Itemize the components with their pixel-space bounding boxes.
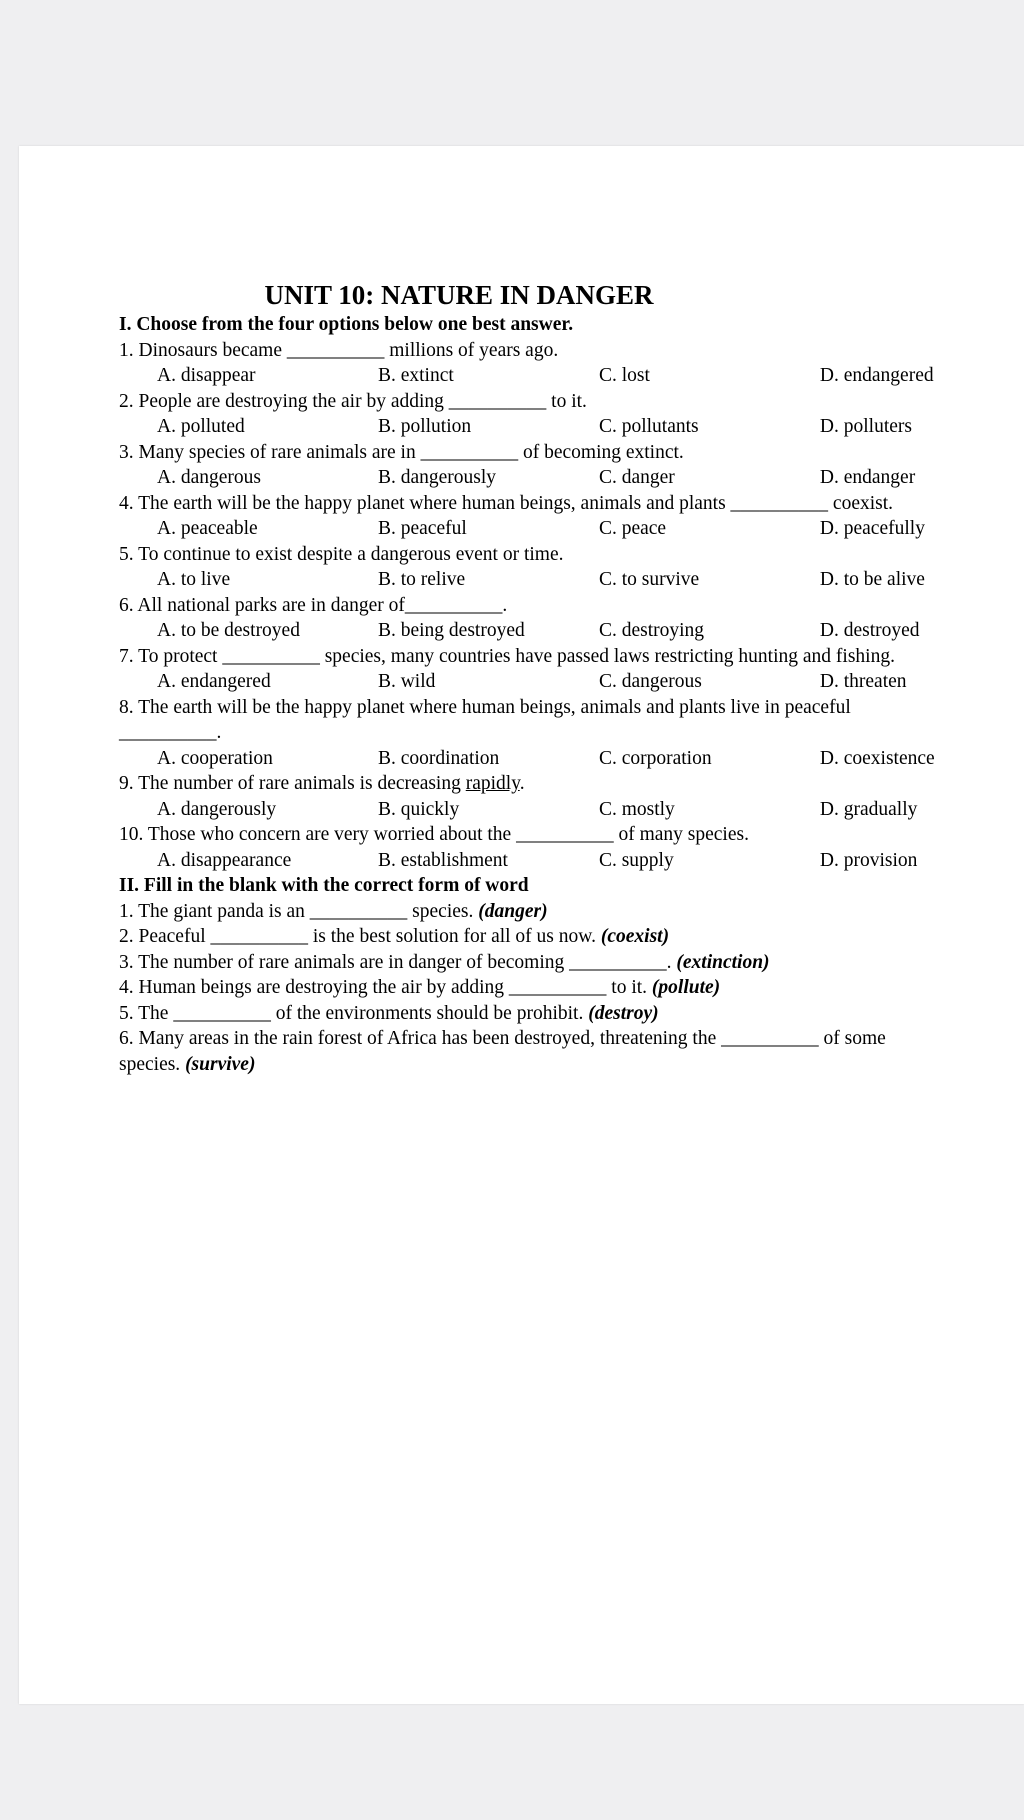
word-hint: (pollute) <box>651 977 721 998</box>
fill-item-3 <box>119 950 1019 976</box>
fill-item-text: 2. Peaceful __________ is the best solution for all of us now. <box>119 926 601 947</box>
answer-options <box>119 618 1019 644</box>
option-c: C. corporation <box>598 747 712 769</box>
question-3 <box>119 440 1019 466</box>
option-d: D. peacefully <box>819 518 925 539</box>
option-c: C. danger <box>598 467 675 488</box>
option-c: C. destroying <box>598 620 705 641</box>
word-hint: (destroy) <box>588 1002 659 1024</box>
question-text: 5. To continue to exist despite a dangerous event or time. <box>119 543 564 565</box>
option-a: A. cooperation <box>157 747 273 769</box>
option-a: A. peaceable <box>157 518 258 539</box>
answer-options <box>119 516 1019 542</box>
option-a: A. disappearance <box>157 849 292 871</box>
question-7 <box>119 644 1019 670</box>
option-d: D. threaten <box>819 671 907 692</box>
question-1 <box>119 338 1019 364</box>
option-d: D. gradually <box>819 798 918 820</box>
question-text: 4. The earth will be the happy planet where human beings, animals and plants __________ coexist. <box>119 492 894 514</box>
multiple-choice-list <box>119 338 1019 874</box>
option-d: D. to be alive <box>819 569 925 590</box>
option-a: A. dangerously <box>157 798 277 820</box>
option-c: C. lost <box>598 365 650 386</box>
option-c: C. mostly <box>598 798 675 820</box>
fill-item-6 <box>119 1026 1019 1052</box>
document-page <box>19 146 1024 1704</box>
question-10 <box>119 822 1019 848</box>
option-a: A. endangered <box>157 671 271 692</box>
option-d: D. provision <box>819 849 918 871</box>
answer-options <box>119 669 1019 695</box>
fill-item-continued <box>119 1052 1019 1078</box>
fill-in-list <box>119 899 1019 1078</box>
word-hint: (danger) <box>478 900 548 922</box>
question-text: 6. All national parks are in danger of__________. <box>119 594 508 616</box>
answer-options <box>119 363 1019 389</box>
option-a: A. dangerous <box>157 467 261 488</box>
option-b: B. to relive <box>377 569 466 590</box>
question-6 <box>119 593 1019 619</box>
option-b: B. peaceful <box>377 518 467 539</box>
page-title: UNIT 10: NATURE IN DANGER <box>264 280 654 310</box>
option-c: C. to survive <box>598 569 700 590</box>
option-c: C. dangerous <box>598 671 702 692</box>
question-text: 10. Those who concern are very worried about the __________ of many species. <box>119 824 749 845</box>
word-hint: (coexist) <box>600 926 670 947</box>
option-c: C. pollutants <box>598 416 699 437</box>
word-hint: (extinction) <box>676 951 770 973</box>
option-a: A. disappear <box>157 365 256 386</box>
fill-item-5 <box>119 1001 1019 1027</box>
question-text: 3. Many species of rare animals are in __________ of becoming extinct. <box>119 441 684 463</box>
fill-item-1 <box>119 899 1019 925</box>
fill-item-2 <box>119 924 1019 950</box>
option-d: D. endangered <box>819 365 934 386</box>
question-text: 1. Dinosaurs became __________ millions of years ago. <box>119 339 559 361</box>
answer-options <box>119 414 1019 440</box>
fill-item-text: 6. Many areas in the rain forest of Africa has been destroyed, threatening the __________ of some <box>119 1028 886 1049</box>
question-text: 8. The earth will be the happy planet where human beings, animals and plants live in peaceful <box>119 696 851 718</box>
option-b: B. coordination <box>377 747 500 769</box>
fill-item-text: 4. Human beings are destroying the air by adding __________ to it. <box>119 977 652 998</box>
word-hint: (survive) <box>185 1053 256 1075</box>
question-4 <box>119 491 1019 517</box>
answer-options <box>119 848 1019 874</box>
section-2-heading: II. Fill in the blank with the correct form of word <box>119 875 529 896</box>
fill-item-text: 3. The number of rare animals are in danger of becoming __________. <box>119 951 677 973</box>
underlined-word: rapidly <box>465 773 520 794</box>
question-text: 9. The number of rare animals is decreasing <box>119 773 466 794</box>
option-b: B. quickly <box>377 798 460 820</box>
answer-options <box>119 465 1019 491</box>
question-5 <box>119 542 1019 568</box>
option-b: B. dangerously <box>377 467 497 488</box>
question-2 <box>119 389 1019 415</box>
section-1-heading: I. Choose from the four options below one best answer. <box>119 314 574 335</box>
answer-options <box>119 746 1019 772</box>
option-d: D. destroyed <box>819 620 920 641</box>
option-b: B. wild <box>377 671 436 692</box>
answer-options <box>119 567 1019 593</box>
question-8 <box>119 695 1019 721</box>
worksheet-content <box>119 279 1019 1077</box>
question-text: 7. To protect __________ species, many countries have passed laws restricting hunting and fishing. <box>119 645 895 667</box>
question-text-continued: __________. <box>119 722 222 743</box>
fill-item-4 <box>119 975 1019 1001</box>
option-a: A. polluted <box>157 416 245 437</box>
option-b: B. extinct <box>377 365 454 386</box>
option-a: A. to live <box>157 569 231 590</box>
fill-item-text: 1. The giant panda is an __________ species. <box>119 900 479 922</box>
option-b: B. establishment <box>377 849 508 871</box>
option-b: B. pollution <box>377 416 472 437</box>
option-a: A. to be destroyed <box>157 620 300 641</box>
option-d: D. endanger <box>819 467 916 488</box>
answer-options <box>119 797 1019 823</box>
option-d: D. coexistence <box>819 747 935 769</box>
fill-item-text: 5. The __________ of the environments should be prohibit. <box>119 1002 589 1024</box>
option-d: D. polluters <box>819 416 912 437</box>
question-text: 2. People are destroying the air by adding __________ to it. <box>119 390 587 412</box>
question-text-end: . <box>519 773 525 794</box>
question-9 <box>119 771 1019 797</box>
fill-item-text: species. <box>119 1053 186 1075</box>
option-c: C. peace <box>598 518 667 539</box>
option-b: B. being destroyed <box>377 620 525 641</box>
option-c: C. supply <box>598 849 674 871</box>
